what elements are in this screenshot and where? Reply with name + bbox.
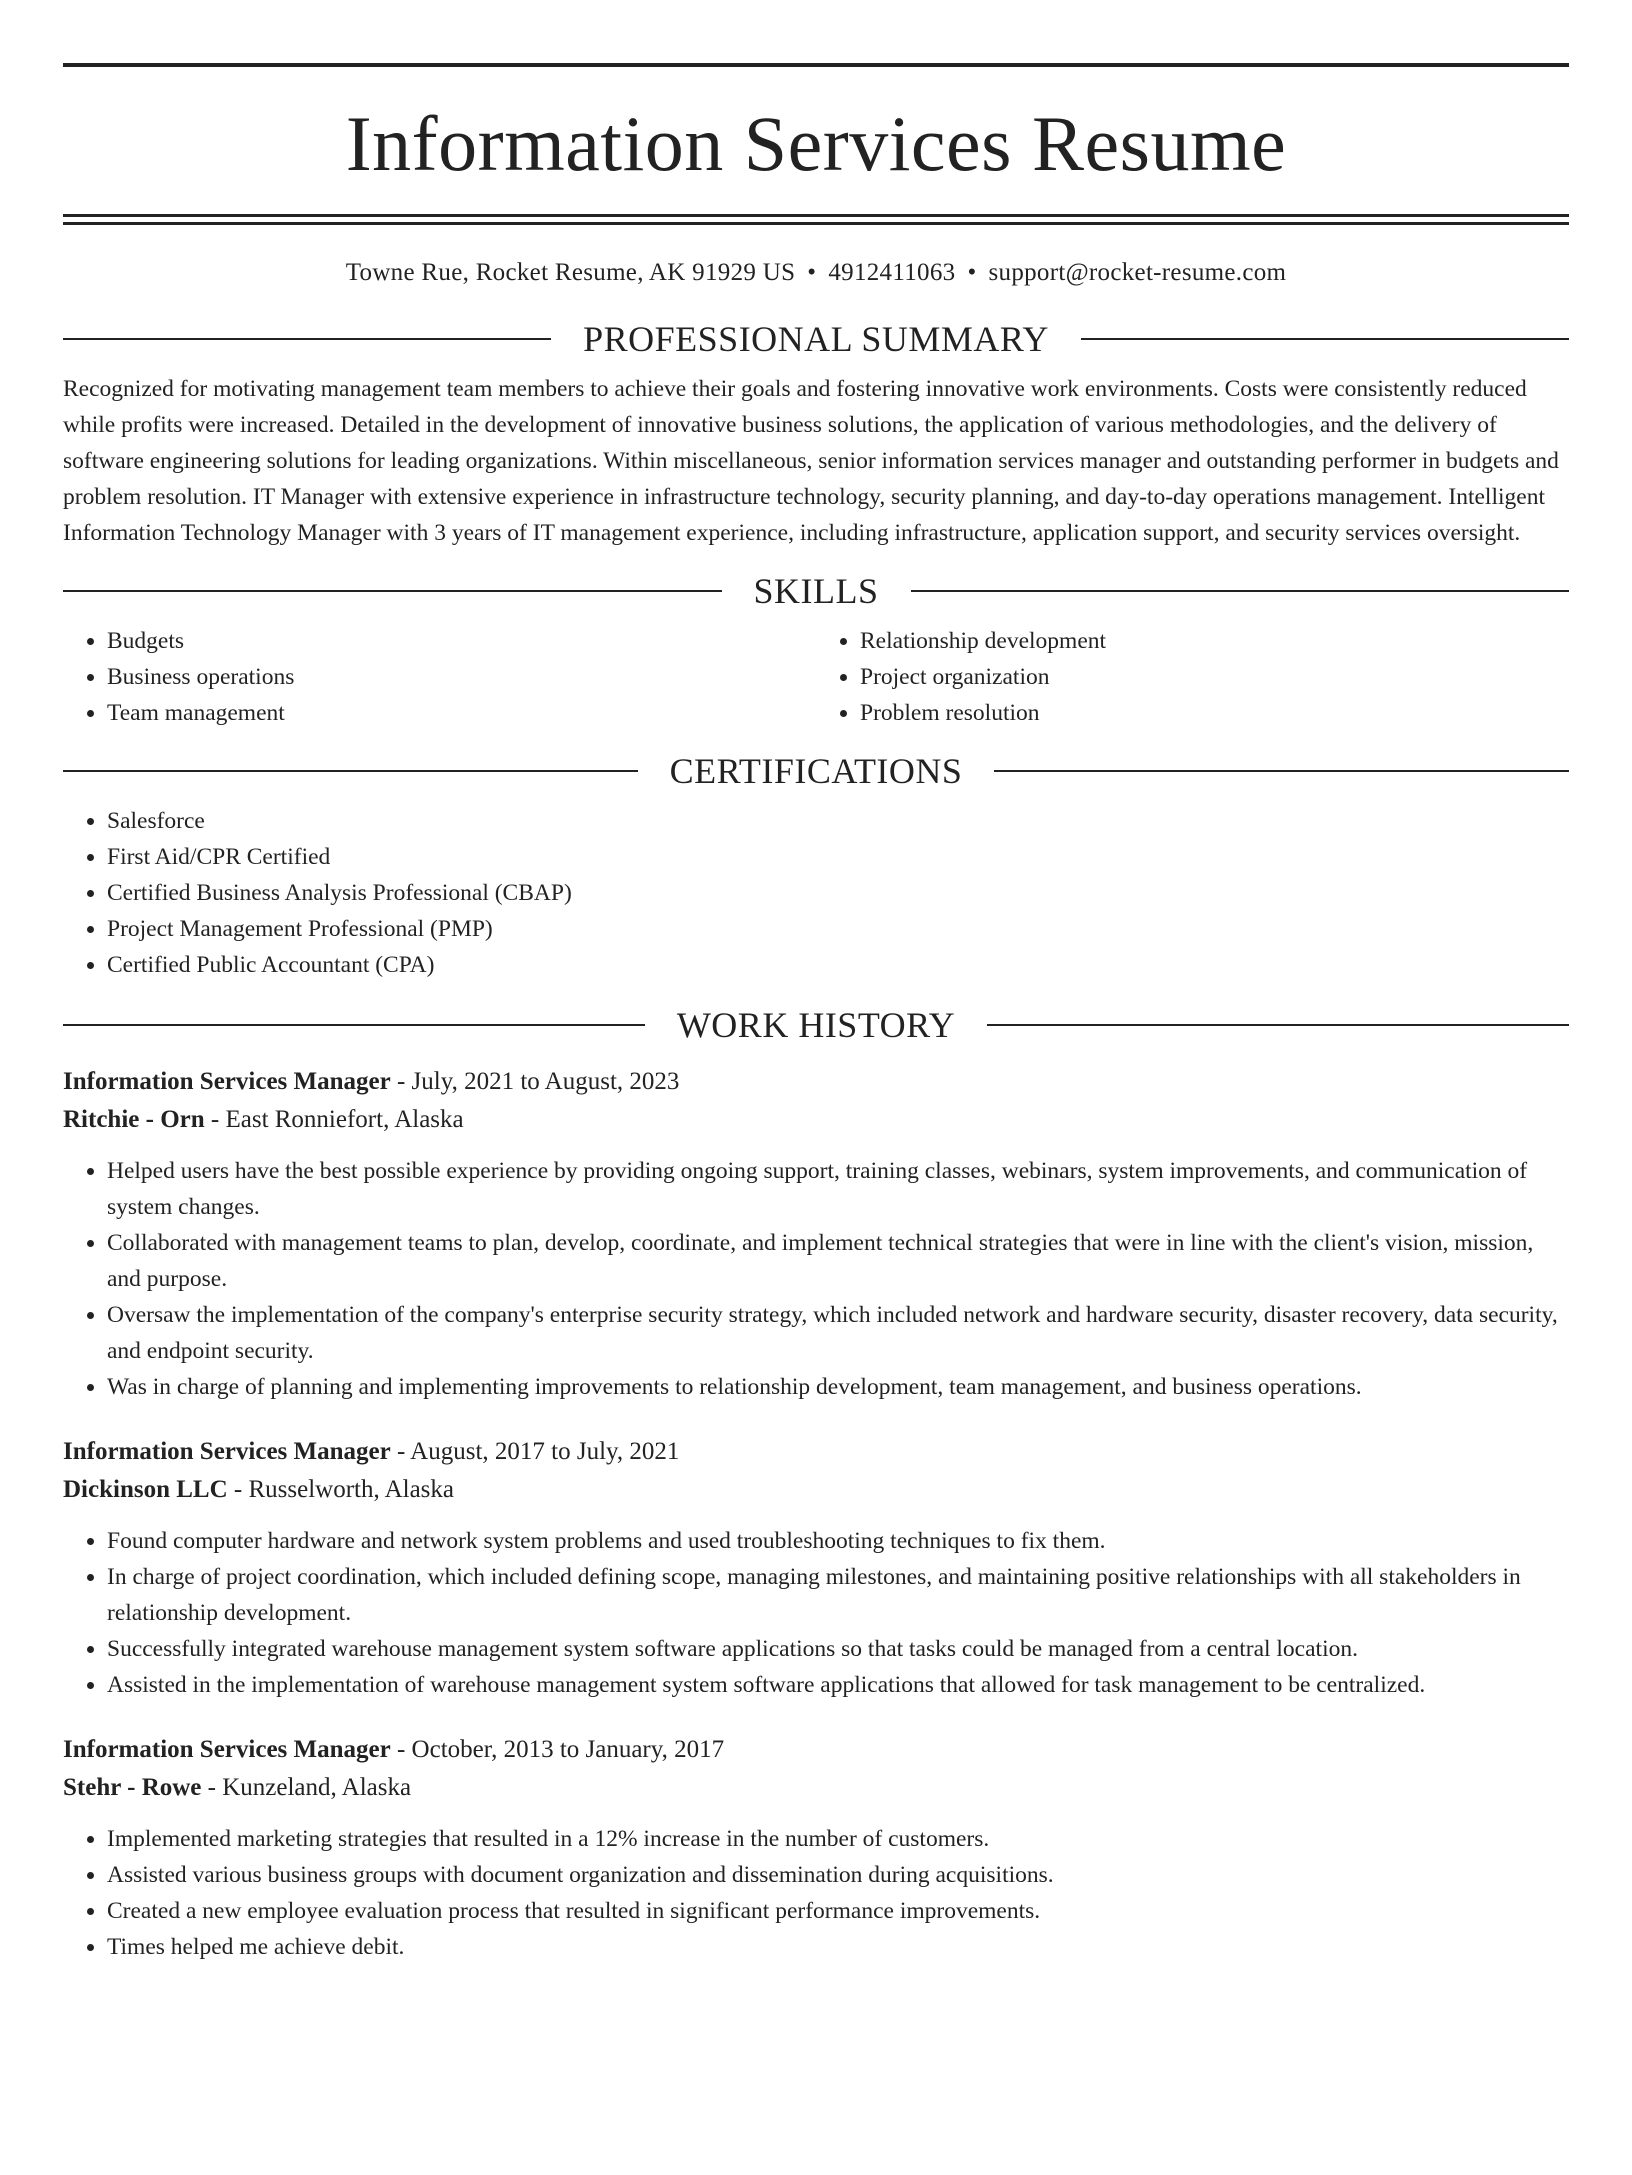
- job-bullet: • Was in charge of planning and implementing improvements to relationship development, team management, and business operations.: [107, 1369, 1569, 1405]
- certification-item: • Salesforce: [107, 803, 1569, 839]
- job-location: Kunzeland, Alaska: [222, 1774, 412, 1801]
- certifications-list: [63, 803, 1569, 983]
- certification-item: • Certified Business Analysis Professional (CBAP): [107, 875, 1569, 911]
- contact-separator: •: [807, 259, 817, 286]
- resume-title: Information Services Resume: [345, 100, 1287, 187]
- summary-heading: PROFESSIONAL SUMMARY: [583, 319, 1049, 359]
- job-bullets: [63, 1523, 1569, 1703]
- work-section-header: [63, 1007, 1569, 1043]
- job-company-line: Dickinson LLC - Russelworth, Alaska: [63, 1476, 455, 1503]
- top-rule: [63, 63, 1569, 67]
- job-bullet: • Successfully integrated warehouse management system software applications so that tasks could be managed from a central location.: [107, 1631, 1569, 1667]
- job-entry: [63, 1731, 1569, 1965]
- job-bullet: • Created a new employee evaluation process that resulted in significant performance improvements.: [107, 1893, 1569, 1929]
- skills-list: [63, 623, 1569, 731]
- section-rule: [994, 770, 1569, 772]
- skills-heading: SKILLS: [753, 571, 879, 611]
- job-dates: October, 2013 to January, 2017: [411, 1736, 725, 1763]
- skill-item: • Problem resolution: [860, 695, 1569, 731]
- job-bullets: [63, 1153, 1569, 1405]
- header-double-rule: [63, 214, 1569, 225]
- job-title: Information Services Manager: [63, 1736, 391, 1763]
- job-title-line: Information Services Manager - July, 2021 to August, 2023: [63, 1068, 680, 1095]
- job-location: East Ronniefort, Alaska: [225, 1106, 464, 1133]
- contact-email: support@rocket-resume.com: [988, 259, 1287, 286]
- job-title-line: Information Services Manager - August, 2017 to July, 2021: [63, 1438, 680, 1465]
- job-company-line: Ritchie - Orn - East Ronniefort, Alaska: [63, 1106, 464, 1133]
- section-rule: [911, 590, 1570, 592]
- job-entry: [63, 1063, 1569, 1405]
- certification-item: • First Aid/CPR Certified: [107, 839, 1569, 875]
- skill-item: • Relationship development: [860, 623, 1569, 659]
- skill-item: • Budgets: [107, 623, 816, 659]
- certifications-section-header: [63, 753, 1569, 789]
- summary-text: Recognized for motivating management team members to achieve their goals and fostering innovative work environments. Costs were consistently reduced while profits were increased. Detailed in the development of innovative business solutions, the application of various methodologies, and the delivery of software engineering solutions for leading organizations. Within miscellaneous, senior information services manager and outstanding performer in budgets and problem resolution. IT Manager with extensive experience in infrastructure technology, security planning, and day-to-day operations management. Intelligent Information Technology Manager with 3 years of IT management experience, including infrastructure, application support, and security services oversight.: [63, 376, 1559, 546]
- job-location: Russelworth, Alaska: [248, 1476, 455, 1503]
- contact-phone: 4912411063: [828, 259, 956, 286]
- skills-column-left: [63, 623, 816, 731]
- contact-line: [63, 259, 1569, 287]
- skill-item: • Project organization: [860, 659, 1569, 695]
- skill-item: • Business operations: [107, 659, 816, 695]
- skill-item: • Team management: [107, 695, 816, 731]
- certifications-heading: CERTIFICATIONS: [669, 751, 963, 791]
- certification-item: • Project Management Professional (PMP): [107, 911, 1569, 947]
- contact-address: Towne Rue, Rocket Resume, AK 91929 US: [345, 259, 796, 286]
- section-rule: [63, 1024, 645, 1026]
- job-company: Ritchie - Orn: [63, 1106, 205, 1133]
- summary-section-header: [63, 321, 1569, 357]
- certification-item: • Certified Public Accountant (CPA): [107, 947, 1569, 983]
- section-rule: [63, 338, 551, 340]
- job-company-line: Stehr - Rowe - Kunzeland, Alaska: [63, 1774, 412, 1801]
- job-bullet: • Times helped me achieve debit.: [107, 1929, 1569, 1965]
- job-title: Information Services Manager: [63, 1068, 391, 1095]
- skills-section-header: [63, 573, 1569, 609]
- job-bullet: • Helped users have the best possible experience by providing ongoing support, training classes, webinars, system improvements, and communication of system changes.: [107, 1153, 1569, 1225]
- job-entry: [63, 1433, 1569, 1703]
- contact-separator: •: [967, 259, 977, 286]
- job-company: Stehr - Rowe: [63, 1774, 202, 1801]
- job-bullet: • In charge of project coordination, which included defining scope, managing milestones, and maintaining positive relationships with all stakeholders in relationship development.: [107, 1559, 1569, 1631]
- job-bullet: • Assisted various business groups with document organization and dissemination during acquisitions.: [107, 1857, 1569, 1893]
- job-bullets: [63, 1821, 1569, 1965]
- job-dates: August, 2017 to July, 2021: [410, 1438, 680, 1465]
- job-bullet: • Oversaw the implementation of the company's enterprise security strategy, which included network and hardware security, disaster recovery, data security, and endpoint security.: [107, 1297, 1569, 1369]
- job-company: Dickinson LLC: [63, 1476, 228, 1503]
- job-title-line: Information Services Manager - October, 2013 to January, 2017: [63, 1736, 725, 1763]
- job-bullet: • Implemented marketing strategies that resulted in a 12% increase in the number of customers.: [107, 1821, 1569, 1857]
- job-title: Information Services Manager: [63, 1438, 391, 1465]
- job-bullet: • Found computer hardware and network system problems and used troubleshooting techniques to fix them.: [107, 1523, 1569, 1559]
- section-rule: [63, 590, 722, 592]
- skills-column-right: [816, 623, 1569, 731]
- section-rule: [1081, 338, 1569, 340]
- section-rule: [63, 770, 638, 772]
- job-bullet: • Collaborated with management teams to plan, develop, coordinate, and implement technical strategies that were in line with the client's vision, mission, and purpose.: [107, 1225, 1569, 1297]
- job-dates: July, 2021 to August, 2023: [411, 1068, 680, 1095]
- resume-page: [0, 63, 1632, 2175]
- work-heading: WORK HISTORY: [676, 1005, 956, 1045]
- section-rule: [987, 1024, 1569, 1026]
- job-bullet: • Assisted in the implementation of warehouse management system software applications that allowed for task management to be centralized.: [107, 1667, 1569, 1703]
